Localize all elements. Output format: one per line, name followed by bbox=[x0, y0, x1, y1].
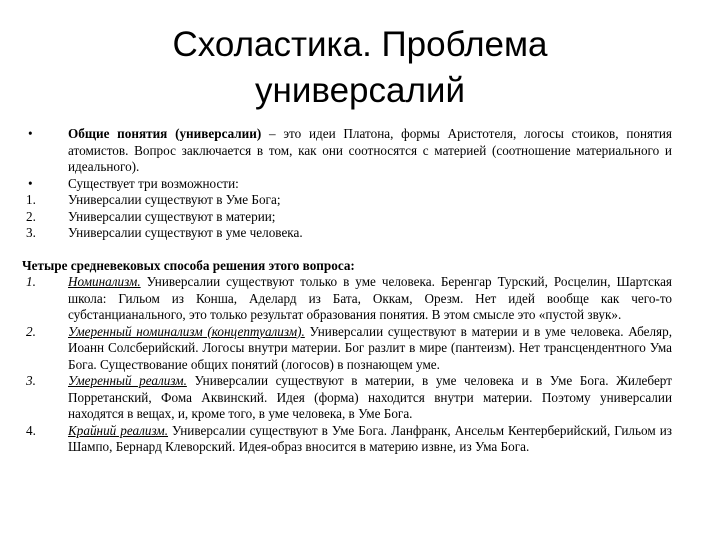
list-item-text bbox=[68, 423, 672, 456]
list-item bbox=[22, 324, 672, 374]
list-item bbox=[22, 225, 672, 242]
list-item-text: Универсалии существуют в Уме Бога; bbox=[68, 192, 281, 207]
item-body: Универсалии существуют в Уме Бога. Ланфранк, Ансельм Кентерберийский, Гильом из Шампо, Бернард Клеворский. Идея-образ вносится в материю извне, из Ума Бога. bbox=[68, 422, 672, 454]
list-item bbox=[22, 176, 672, 193]
number-marker: 3. bbox=[26, 373, 36, 388]
list-item-text bbox=[68, 373, 672, 423]
term-nominalism: Номинализм. bbox=[68, 274, 141, 289]
number-marker: 1. bbox=[26, 192, 36, 207]
term-extreme-realism: Крайний реализм. bbox=[68, 422, 169, 438]
number-marker: 3. bbox=[26, 225, 36, 240]
item-body: – это идеи Платона, формы Аристотеля, логосы стоиков, понятия атомистов. Вопрос заключается в том, как они соотносятся с материей (соотношение материального и идеального). bbox=[68, 126, 672, 174]
slide-title-line-1: Схоластика. Проблема bbox=[172, 25, 548, 64]
list-item bbox=[22, 274, 672, 324]
list-item-text bbox=[68, 126, 672, 176]
list-item-text bbox=[68, 324, 672, 374]
slide-body bbox=[22, 126, 672, 456]
number-marker: 4. bbox=[26, 422, 36, 438]
section-possibilities bbox=[22, 126, 672, 242]
list-item-text: Универсалии существуют в уме человека. bbox=[68, 225, 303, 240]
list-item-text: Универсалии существуют в материи; bbox=[68, 208, 276, 224]
item-body: Универсалии существуют в материи и в уме человека. Абеляр, Иоанн Солсберийский. Логосы внутри материи. Бог разлит в мире (пантеизм). Нет трансцендентного Ума Бога. Существование общих понятий (логосов) в познающем уме. bbox=[68, 323, 672, 372]
term-conceptualism: Умеренный номинализм (концептуализм). bbox=[68, 323, 305, 339]
list-item bbox=[22, 423, 672, 456]
slide-title bbox=[100, 22, 620, 114]
number-marker: 2. bbox=[26, 208, 36, 224]
number-marker: 1. bbox=[26, 274, 36, 289]
list-item bbox=[22, 209, 672, 226]
item-body: Универсалии существуют в материи, в уме человека и в Уме Бога. Жилеберт Порретанский, Фома Аквинский. Идея (форма) находится внутри материи. Поэтому универсалии находятся в вещах, и, кроме того, в уме человека, в Уме Бога. bbox=[68, 373, 672, 421]
slide-title-line-2: универсалий bbox=[255, 71, 465, 110]
list-item-text bbox=[68, 274, 672, 324]
section-heading: Четыре средневековых способа решения этого вопроса: bbox=[22, 257, 355, 273]
item-body: Универсалии существуют только в уме человека. Беренгар Турский, Росцелин, Шартская школа: Гильом из Конша, Аделард из Бата, Оккам, Орезм. Нет идей вообще как чего-то субстанцианального, это только результат образования понятия. В этом смысле это «пустой звук». bbox=[68, 274, 672, 322]
bullet-marker: • bbox=[28, 175, 33, 191]
number-marker: 2. bbox=[26, 323, 36, 339]
list-item bbox=[22, 192, 672, 209]
list-item bbox=[22, 126, 672, 176]
list-item-text: Существует три возможности: bbox=[68, 175, 239, 191]
term-moderate-realism: Умеренный реализм. bbox=[68, 373, 187, 388]
section-solutions bbox=[22, 274, 672, 456]
term-universals: Общие понятия (универсалии) bbox=[68, 126, 262, 141]
bullet-marker: • bbox=[28, 126, 33, 141]
list-item bbox=[22, 373, 672, 423]
